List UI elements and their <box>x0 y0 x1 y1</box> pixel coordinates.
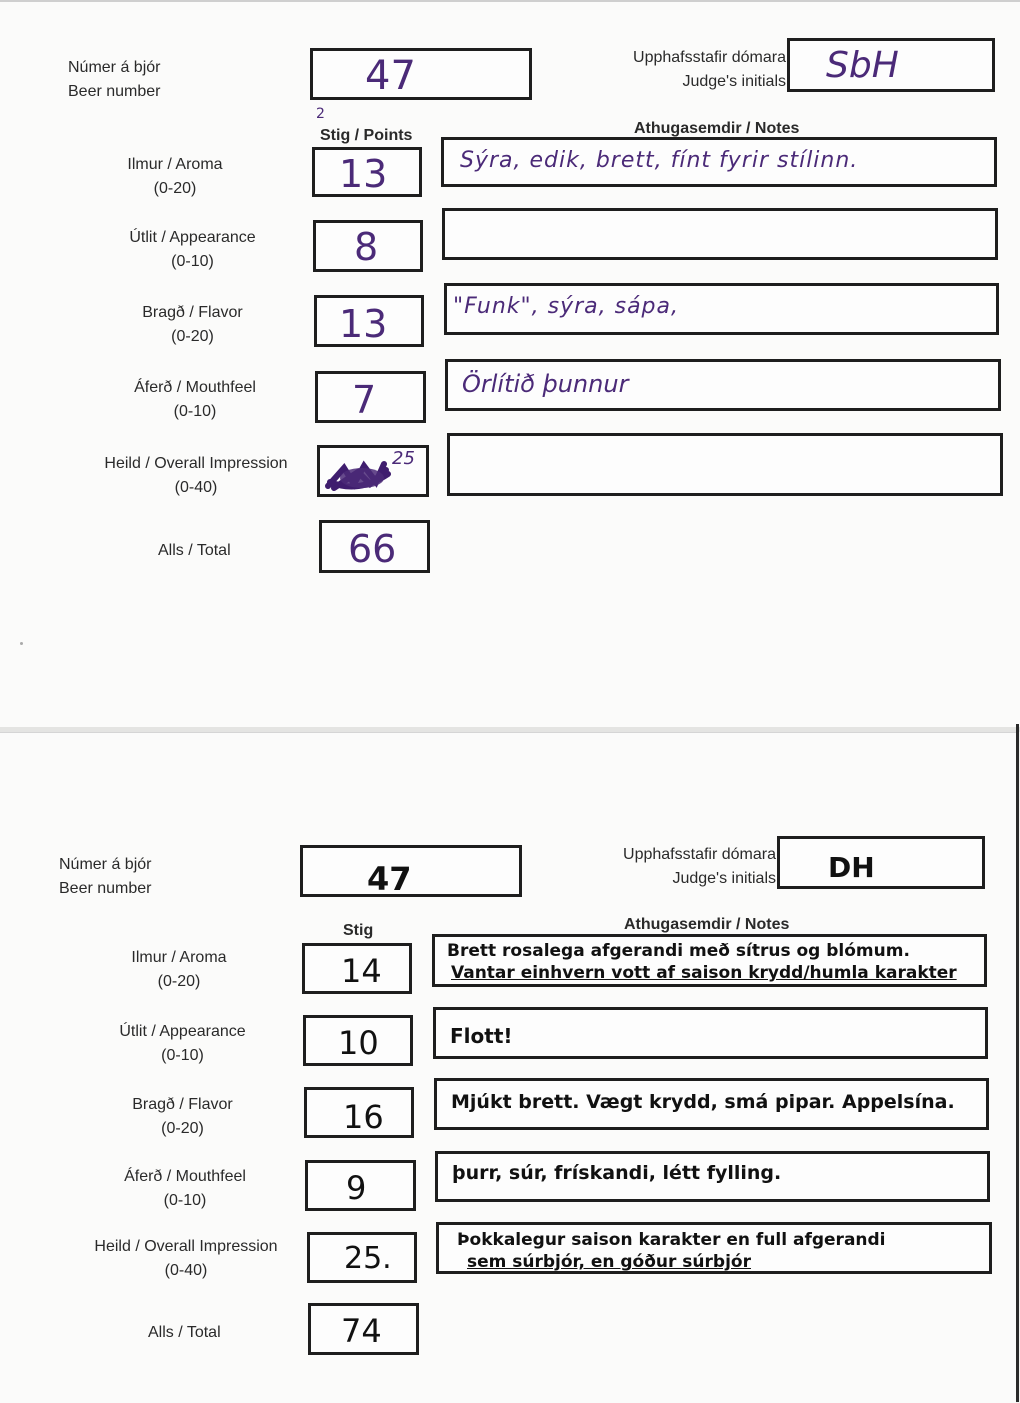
beer-number-value: 47 <box>365 53 416 99</box>
category-overall-label: Heild / Overall Impression (0-40) <box>94 1238 278 1279</box>
score-mouthfeel-value: 7 <box>352 378 377 422</box>
notes-mouthfeel-text: þurr, súr, frískandi, létt fylling. <box>452 1162 782 1184</box>
judge-initials-box[interactable] <box>777 836 985 889</box>
notes-overall-box[interactable] <box>447 433 1003 496</box>
score-flavor-box[interactable] <box>314 295 424 347</box>
judge-initials-label: Upphafsstafir dómara Judge's initials <box>633 49 786 90</box>
score-flavor-value: 16 <box>343 1098 384 1136</box>
score-mouthfeel-box[interactable] <box>305 1160 416 1211</box>
score-flavor-box[interactable] <box>304 1087 414 1138</box>
category-appearance-label: Útlit / Appearance (0-10) <box>119 1023 246 1064</box>
points-header: Stig <box>343 922 374 939</box>
score-mouthfeel-value: 9 <box>346 1169 367 1207</box>
notes-mouthfeel-text: Örlítið þunnur <box>462 370 629 398</box>
score-flavor-value: 13 <box>339 302 388 346</box>
notes-appearance-box[interactable] <box>442 208 998 260</box>
beer-number-box[interactable] <box>300 845 522 897</box>
paper-edge <box>1016 724 1019 1402</box>
beer-number-label: Númer á bjór Beer number <box>68 59 161 100</box>
notes-flavor-box[interactable] <box>444 283 999 335</box>
notes-aroma-line-1: Brett rosalega afgerandi með sítrus og blómum. <box>447 941 910 961</box>
judge-initials-value: DH <box>828 851 875 884</box>
notes-flavor-box[interactable] <box>434 1078 989 1130</box>
category-mouthfeel-label: Áferð / Mouthfeel (0-10) <box>134 379 256 420</box>
score-appearance-box[interactable] <box>313 220 423 272</box>
points-header: Stig / Points <box>320 127 413 144</box>
notes-overall-box[interactable] <box>436 1222 992 1274</box>
judge-initials-label: Upphafsstafir dómara Judge's initials <box>623 846 776 887</box>
total-label: Alls / Total <box>148 1324 221 1341</box>
judge-initials-value: SbH <box>826 45 899 86</box>
score-aroma-value: 14 <box>341 952 382 990</box>
notes-mouthfeel-box[interactable] <box>435 1151 990 1202</box>
notes-aroma-box[interactable] <box>441 137 997 187</box>
notes-overall-line-2: sem súrbjór, en góður súrbjór <box>467 1252 751 1272</box>
notes-header: Athugasemdir / Notes <box>634 120 800 137</box>
judge-initials-box[interactable] <box>787 38 995 92</box>
category-aroma-label: Ilmur / Aroma (0-20) <box>131 949 227 990</box>
total-value: 74 <box>341 1312 382 1350</box>
category-aroma-label: Ilmur / Aroma (0-20) <box>127 156 223 197</box>
score-appearance-value: 10 <box>338 1024 379 1062</box>
score-overall-value: 25 <box>392 448 415 469</box>
paper-speck <box>20 642 23 645</box>
total-value: 66 <box>348 527 397 571</box>
score-overall-box[interactable] <box>307 1232 417 1283</box>
total-label: Alls / Total <box>158 542 231 559</box>
beer-number-box[interactable] <box>310 48 532 100</box>
category-overall-label: Heild / Overall Impression (0-40) <box>104 455 288 496</box>
total-box[interactable] <box>308 1303 419 1355</box>
score-aroma-value: 13 <box>339 152 388 196</box>
notes-aroma-line-2: Vantar einhvern vott af saison krydd/humla karakter <box>451 963 957 983</box>
score-overall-box[interactable] <box>317 445 429 497</box>
notes-mouthfeel-box[interactable] <box>445 359 1001 411</box>
score-aroma-box[interactable] <box>312 147 422 197</box>
notes-flavor-text: Mjúkt brett. Vægt krydd, smá pipar. Appelsína. <box>451 1091 955 1113</box>
points-mark: 2 <box>316 106 325 122</box>
notes-appearance-box[interactable] <box>433 1007 988 1059</box>
score-appearance-box[interactable] <box>303 1015 413 1066</box>
notes-aroma-text: Sýra, edik, brett, fínt fyrir stílinn. <box>460 148 859 173</box>
crossed-out-score-scribble <box>324 454 398 494</box>
category-flavor-label: Bragð / Flavor (0-20) <box>132 1096 233 1137</box>
category-flavor-label: Bragð / Flavor (0-20) <box>142 304 243 345</box>
notes-appearance-text: Flott! <box>450 1024 513 1048</box>
category-appearance-label: Útlit / Appearance (0-10) <box>129 229 256 270</box>
beer-number-value: 47 <box>367 860 412 898</box>
notes-header: Athugasemdir / Notes <box>624 916 790 933</box>
category-mouthfeel-label: Áferð / Mouthfeel (0-10) <box>124 1168 246 1209</box>
beer-number-label: Númer á bjór Beer number <box>59 856 152 897</box>
notes-aroma-box[interactable] <box>432 934 987 987</box>
score-overall-value: 25. <box>344 1241 392 1276</box>
total-box[interactable] <box>319 520 430 573</box>
notes-flavor-text: "Funk", sýra, sápa, <box>453 294 679 319</box>
score-aroma-box[interactable] <box>302 943 412 994</box>
notes-overall-line-1: Þokkalegur saison karakter en full afgerandi <box>457 1230 886 1250</box>
score-appearance-value: 8 <box>354 225 379 269</box>
score-sheet-2 <box>0 732 1016 1403</box>
score-mouthfeel-box[interactable] <box>315 371 426 423</box>
